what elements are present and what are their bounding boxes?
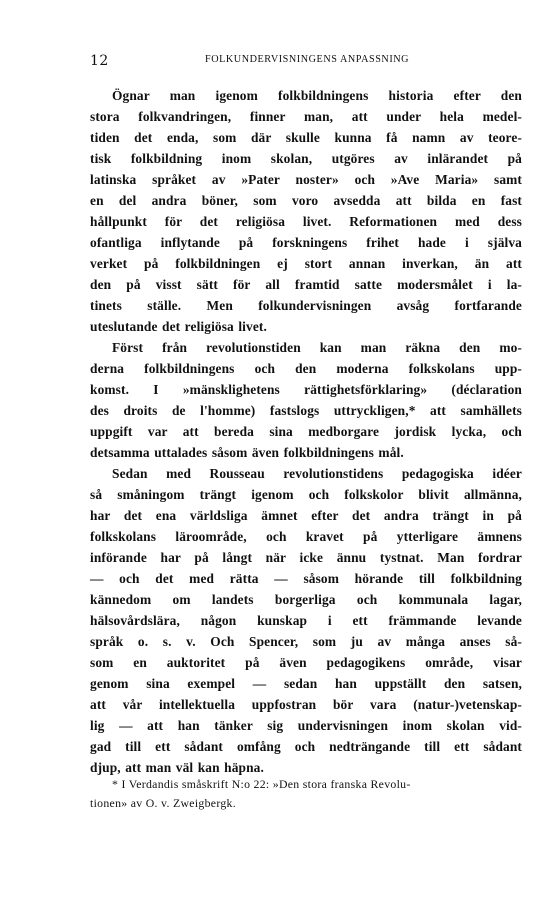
text-line: verket på folkbildningen ej stort annan inverkan, än att — [90, 256, 522, 271]
text-line: folkskolans läroområde, och kravet på ytterligare ämnens — [90, 529, 522, 544]
page-header — [90, 53, 522, 73]
text-line: djup, att man väl kan häpna. — [90, 760, 264, 775]
text-line: komst. I »mänsklighetens rättighetsförklaring» (déclaration — [90, 382, 522, 397]
text-line: tinets ställe. Men folkundervisningen avsåg fortfarande — [90, 298, 522, 313]
footnote-line: tionen» av O. v. Zweigbergk. — [90, 796, 236, 810]
text-line: derna folkbildningens och den moderna folkskolans upp- — [90, 361, 522, 376]
footnote — [90, 775, 522, 813]
text-line: uppgift var att bereda sina medborgare jordisk lycka, och — [90, 424, 522, 439]
footnote-line: * I Verdandis småskrift N:o 22: »Den stora franska Revolu- — [112, 777, 411, 791]
text-line: hälsovårdslära, någon kunskap i ett främmande levande — [90, 613, 522, 628]
text-line: ofantliga inflytande på forskningens frihet hade i själva — [90, 235, 522, 250]
text-line: des droits de l'homme) fastslogs uttryckligen,* att samhällets — [90, 403, 522, 418]
text-line: hållpunkt för det religiösa livet. Reformationen med dess — [90, 214, 522, 229]
text-line: gad till ett sådant omfång och nedträngande till ett sådant — [90, 739, 522, 754]
text-line: kännedom om landets borgerliga och kommunala lagar, — [90, 592, 522, 607]
text-line: genom sina exempel — sedan han uppställt den satsen, — [90, 676, 522, 691]
text-line: latinska språket av »Pater noster» och »Ave Maria» samt — [90, 172, 522, 187]
text-line: detsamma uttalades såsom även folkbildningens mål. — [90, 445, 404, 460]
text-line: Först från revolutionstiden kan man räkna den mo- — [112, 340, 522, 355]
page-number: 12 — [90, 53, 109, 69]
text-line: tiden det enda, som där skulle kunna få namn av teore- — [90, 130, 522, 145]
main-text — [90, 85, 522, 778]
text-line: tisk folkbildning inom skolan, utgöres av inlärandet på — [90, 151, 522, 166]
text-line: uteslutande det religiösa livet. — [90, 319, 267, 334]
text-line: så småningom trängt igenom och folkskolor blivit allmänna, — [90, 487, 522, 502]
text-line: språk o. s. v. Och Spencer, som ju av många anses så- — [90, 634, 522, 649]
text-line: införande har på långt när icke ännu tystnat. Man fordrar — [90, 550, 522, 565]
text-line: att vår intellektuella uppfostran bör vara (natur-)vetenskap- — [90, 697, 522, 712]
text-line: Ögnar man igenom folkbildningens historia efter den — [112, 88, 522, 103]
text-line: den på visst sätt för all framtid satte modersmålet i la- — [90, 277, 522, 292]
text-line: Sedan med Rousseau revolutionstidens pedagogiska idéer — [112, 466, 522, 481]
text-line: stora folkvandringen, finner man, att under hela medel- — [90, 109, 522, 124]
text-line: lig — att han tänker sig undervisningen inom skolan vid- — [90, 718, 522, 733]
text-line: en del andra böner, som voro avsedda att bilda en fast — [90, 193, 522, 208]
text-line: — och det med rätta — såsom hörande till folkbildning — [90, 571, 522, 586]
text-line: som en auktoritet på även pedagogikens område, visar — [90, 655, 522, 670]
text-line: har det ena världsliga ämnet efter det andra trängt in på — [90, 508, 522, 523]
running-title: FOLKUNDERVISNINGENS ANPASSNING — [205, 54, 410, 65]
